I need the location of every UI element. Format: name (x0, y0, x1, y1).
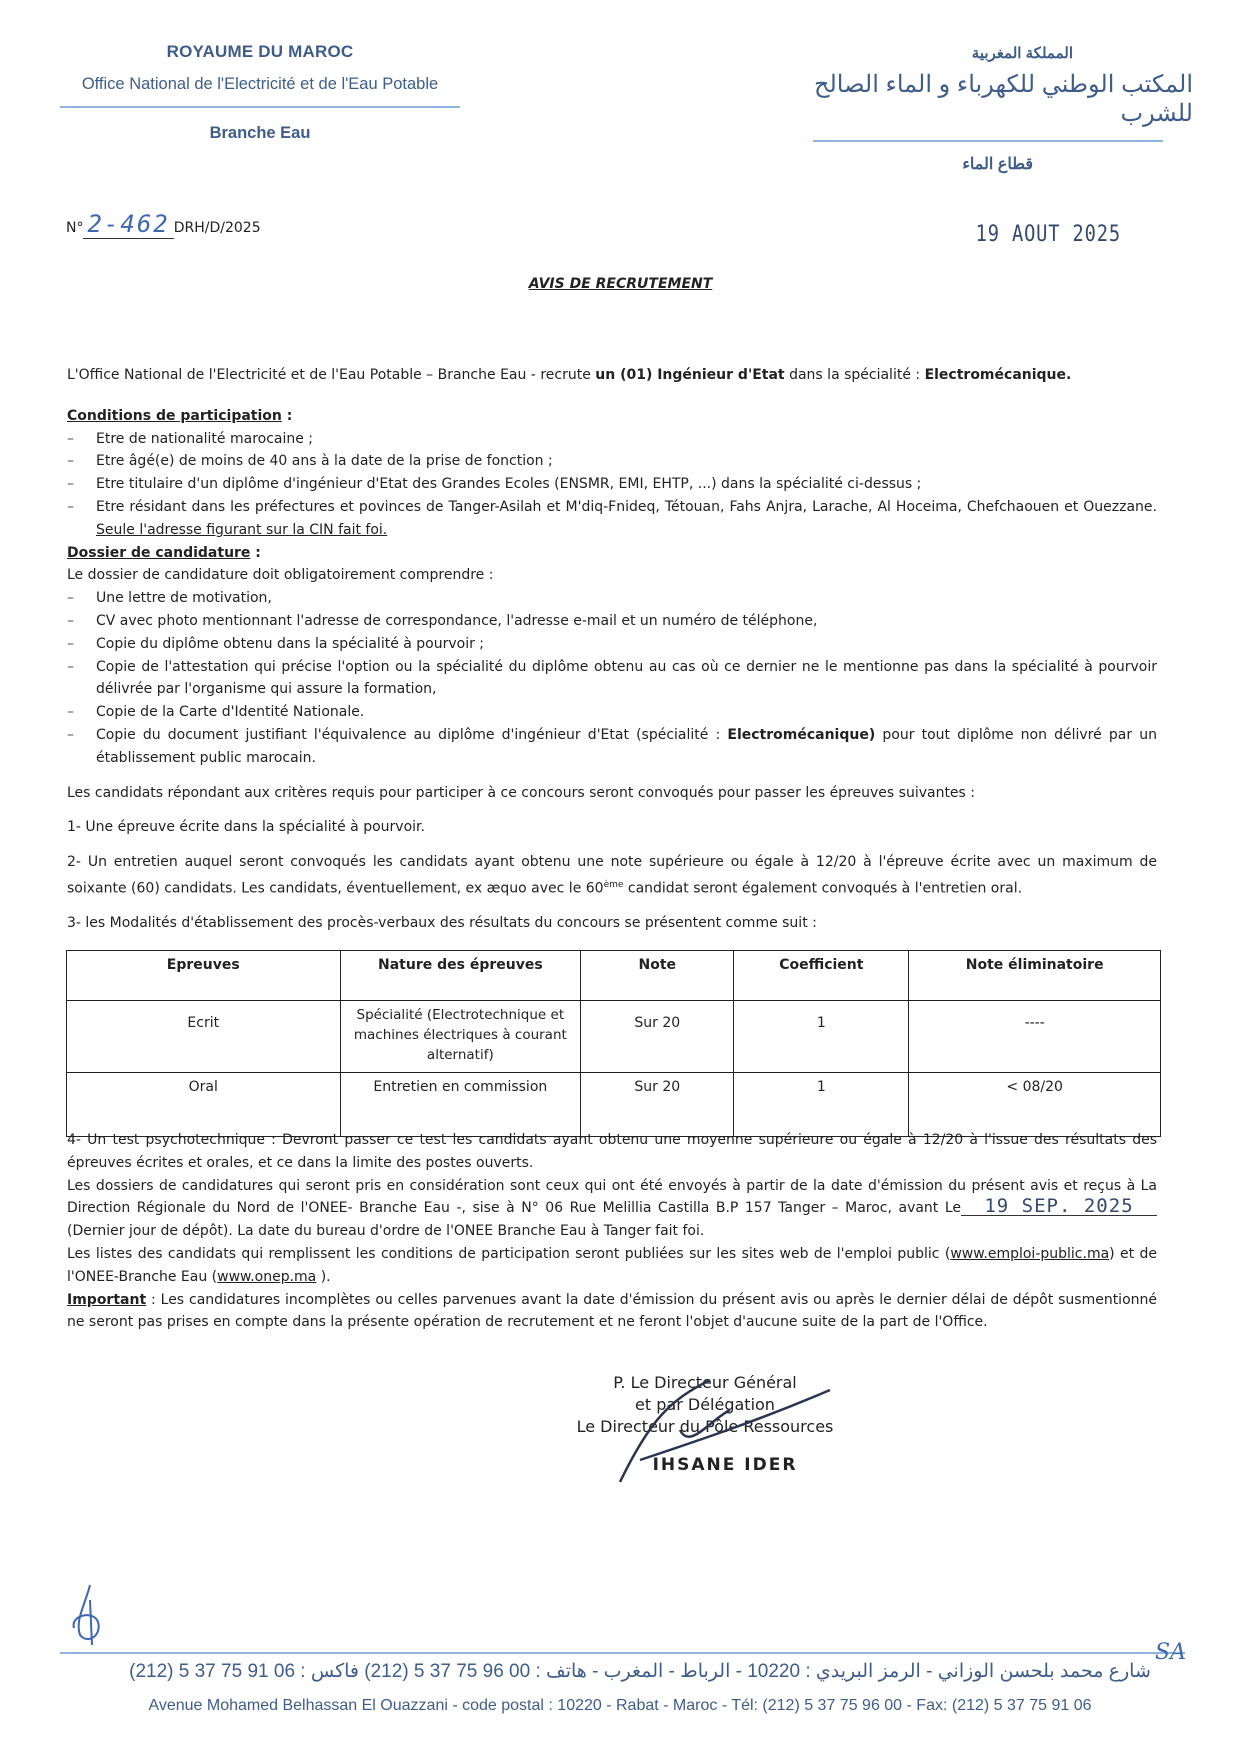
footer-divider (60, 1652, 1185, 1654)
document-title: AVIS DE RECRUTEMENT (528, 276, 713, 292)
handwritten-initials: SA (1155, 1640, 1186, 1665)
table-cell: < 08/20 (909, 1073, 1161, 1137)
list-item: – Copie de la Carte d'Identité Nationale. (67, 701, 1157, 724)
closing-section (67, 1129, 1157, 1334)
epreuves-intro: Les candidats répondant aux critères requis pour participer à ce concours seront convoqués pour passer les épreuves suivantes : (67, 784, 976, 801)
reference-prefix: N° (66, 220, 84, 236)
branch-name-ar: قطاع الماء (962, 156, 1033, 173)
conditions-heading: Conditions de participation : (67, 407, 293, 424)
signatory-name: IHSANE IDER (652, 1455, 798, 1475)
document-body (67, 364, 1157, 935)
office-name-ar: المكتب الوطني للكهرباء و الماء الصالح للشرب (813, 71, 1193, 127)
kingdom-name-fr: ROYAUME DU MAROC (166, 42, 354, 61)
table-header: Note éliminatoire (909, 951, 1161, 1001)
epreuve-1: 1- Une épreuve écrite dans la spécialité à pourvoir. (67, 819, 425, 836)
header-french (40, 42, 480, 143)
conditions-list (67, 428, 1157, 542)
signature-line-1: P. Le Directeur Général (613, 1373, 797, 1392)
epreuve-3: 3- les Modalités d'établissement des procès-verbaux des résultats du concours se présentent comme suit : (67, 915, 817, 932)
list-item: – Etre résidant dans les préfectures et povinces de Tanger-Asilah et M'diq-Fnideq, Tétouan, Fahs Anjra, Larache, Al Hoceima, Chefchaouen et Ouezzane. Seule l'adresse figurant sur la CIN fait foi. (67, 496, 1157, 542)
table-header: Coefficient (734, 951, 909, 1001)
footer-address-ar: شارع محمد بلحسن الوزاني - الرمز البريدي : 10220 - الرباط - المغرب - هاتف : 00 96 75 37 5 (212) فاكس : 06 91 75 37 5 (212) (129, 1661, 1151, 1682)
table-cell: Spécialité (Electrotechnique et machines électriques à courant alternatif) (340, 1001, 581, 1073)
table-cell: Oral (67, 1073, 341, 1137)
list-item: – Une lettre de motivation, (67, 587, 1157, 610)
signature-line-3: Le Directeur du Pôle Ressources (576, 1417, 834, 1436)
header-arabic (753, 44, 1193, 174)
table-cell: Entretien en commission (340, 1073, 581, 1137)
link-emploi-public[interactable]: www.emploi-public.ma (950, 1245, 1110, 1262)
header-divider (60, 106, 460, 108)
table-row (67, 1073, 1161, 1137)
list-item: – Copie de l'attestation qui précise l'option ou la spécialité du diplôme obtenu au cas où ce dernier ne le mentionne pas dans la spécialité à pourvoir délivrée par l'organisme qui assure la formation, (67, 656, 1157, 702)
table-header-row (67, 951, 1161, 1001)
list-item: – Etre de nationalité marocaine ; (67, 428, 1157, 451)
footer-address-fr: Avenue Mohamed Belhassan El Ouazzani - code postal : 10220 - Rabat - Maroc - Tél: (212) 5 37 75 96 00 - Fax: (212) 5 37 75 91 06 (148, 1697, 1092, 1714)
header-divider-ar (813, 140, 1163, 142)
intro-paragraph: L'Office National de l'Electricité et de l'Eau Potable – Branche Eau - recrute un (01) Ingénieur d'Etat dans la spécialité : Electromécanique. (67, 367, 1072, 383)
office-name-fr: Office National de l'Electricité et de l'Eau Potable (81, 75, 439, 93)
reference-number (66, 210, 261, 238)
link-onep[interactable]: www.onep.ma (217, 1268, 317, 1285)
table-row (67, 1001, 1161, 1073)
handwritten-signature (560, 1360, 860, 1500)
list-item: – Copie du document justifiant l'équivalence au diplôme d'ingénieur d'Etat (spécialité : Electromécanique) pour tout diplôme non délivré par un établissement public marocain. (67, 724, 1157, 770)
signature-line-2: et par Délégation (635, 1395, 775, 1414)
list-item: – Etre titulaire d'un diplôme d'ingénieur d'Etat des Grandes Ecoles (ENSMR, EMI, EHTP, ...) dans la spécialité ci-dessus ; (67, 473, 1157, 496)
table-cell: Sur 20 (581, 1073, 734, 1137)
publication-paragraph: Les listes des candidats qui remplissent les conditions de participation seront publiées sur les sites web de l'emploi public (www.emploi-public.ma) et de l'ONEE-Branche Eau (www.onep.ma ). (67, 1245, 1158, 1285)
psychotechnique-paragraph: 4- Un test psychotechnique : Devront passer ce test les candidats ayant obtenu une moyenne supérieure ou égale à 12/20 à l'issue des résultats des épreuves écrites et orales, et ce dans la limite des postes ouverts. (67, 1132, 1157, 1171)
table-cell: 1 (734, 1001, 909, 1073)
kingdom-name-ar: المملكة المغربية (971, 45, 1073, 62)
deadline-handwritten: 19 SEP. 2025 (961, 1197, 1157, 1216)
deposit-paragraph: Les dossiers de candidatures qui seront pris en considération sont ceux qui ont été envoyés à partir de la date d'émission du présent avis et reçus à La Direction Régionale du Nord de l'ONEE- Branche Eau -, sise à N° 06 Rue Melillia Castilla B.P 157 Tanger – Maroc, avant Le 19 SEP. 2025(Dernier jour de dépôt). La date du bureau d'ordre de l'ONEE Branche Eau à Tanger fait foi. (67, 1177, 1157, 1240)
list-item: – Etre âgé(e) de moins de 40 ans à la date de la prise de fonction ; (67, 450, 1157, 473)
initial-paraphe (60, 1580, 120, 1650)
table-cell: 1 (734, 1073, 909, 1137)
table-header: Epreuves (67, 951, 341, 1001)
epreuve-2: 2- Un entretien auquel seront convoqués les candidats ayant obtenu une note supérieure ou égale à 12/20 à l'épreuve écrite avec un maximum de soixante (60) candidats. Les candidats, éventuellement, ex æquo avec le 60ème candidat seront également convoqués à l'entretien oral. (67, 854, 1157, 897)
important-paragraph: Important : Les candidatures incomplètes ou celles parvenues avant la date d'émission du présent avis ou après le dernier délai de dépôt susmentionné ne seront pas prises en compte dans la présente opération de recrutement et ne feront l'objet d'aucune suite de la part de l'Office. (67, 1291, 1157, 1331)
reference-suffix: DRH/D/2025 (173, 220, 261, 236)
table-cell: Sur 20 (581, 1001, 734, 1073)
branch-name-fr: Branche Eau (209, 124, 311, 142)
table-header: Nature des épreuves (340, 951, 581, 1001)
table-header: Note (581, 951, 734, 1001)
dossier-intro: Le dossier de candidature doit obligatoirement comprendre : (67, 567, 494, 584)
dossier-heading: Dossier de candidature : (67, 544, 261, 561)
table-cell: Ecrit (67, 1001, 341, 1073)
table-cell: ---- (909, 1001, 1161, 1073)
list-item: – CV avec photo mentionnant l'adresse de correspondance, l'adresse e-mail et un numéro de téléphone, (67, 610, 1157, 633)
dossier-list (67, 587, 1157, 769)
results-table (66, 950, 1161, 1137)
list-item: – Copie du diplôme obtenu dans la spécialité à pourvoir ; (67, 633, 1157, 656)
date-stamp: 19 AOUT 2025 (975, 222, 1121, 247)
reference-handwritten-number: 2-462 (83, 210, 173, 239)
